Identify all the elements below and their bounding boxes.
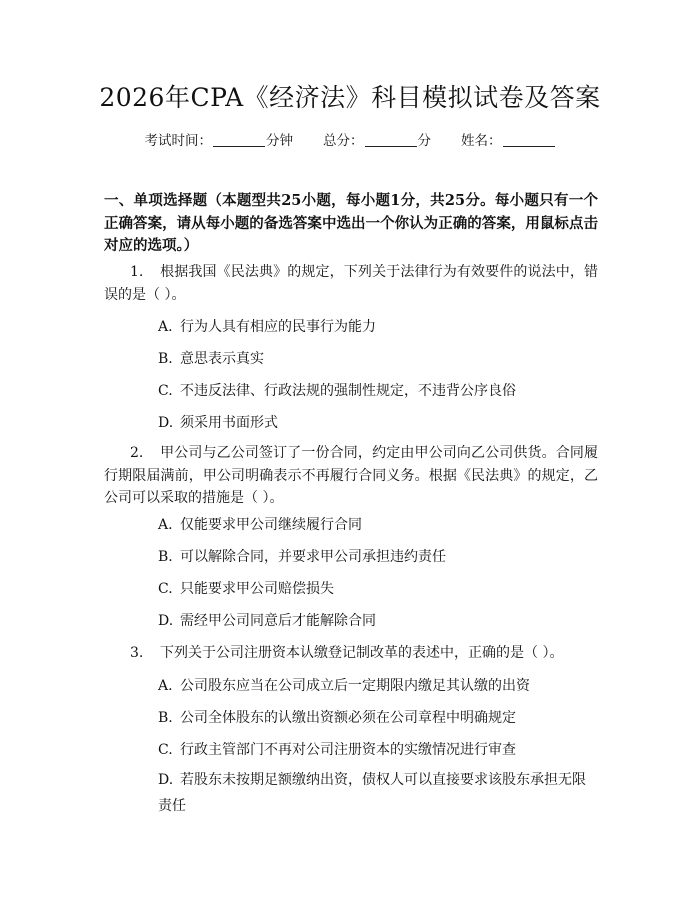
question-2-option-a[interactable] (158, 514, 598, 536)
name-blank (503, 132, 555, 147)
question-2-option-d[interactable] (158, 610, 598, 632)
question-3-option-d[interactable] (104, 767, 598, 819)
option-letter: D. (158, 613, 174, 629)
option-letter: C. (158, 742, 173, 758)
question-number: 3. (130, 645, 144, 661)
question-3-option-b[interactable] (158, 707, 598, 729)
option-letter: C. (158, 581, 173, 597)
option-letter: B. (158, 710, 173, 726)
option-letter: A. (158, 319, 173, 335)
option-text: 若股东未按期足额缴纳出资，债权人可以直接要求该股东承担无限责任 (158, 772, 586, 814)
question-3-option-c[interactable] (158, 739, 598, 761)
question-3-option-a[interactable] (158, 675, 598, 697)
question-1-option-b[interactable] (158, 348, 598, 370)
option-letter: A. (158, 517, 173, 533)
page-title: 2026年CPA《经济法》科目模拟试卷及答案 (99, 83, 601, 112)
option-text: 仅能要求甲公司继续履行合同 (180, 517, 362, 533)
time-label: 考试时间： (144, 133, 212, 149)
question-stem: 根据我国《民法典》的规定，下列关于法律行为有效要件的说法中，错误的是（ ）。 (104, 264, 598, 303)
question-1 (104, 261, 598, 306)
option-text: 意思表示真实 (180, 351, 264, 367)
exam-meta-line (0, 131, 700, 151)
option-letter: B. (158, 549, 173, 565)
option-text: 可以解除合同，并要求甲公司承担违约责任 (180, 549, 446, 565)
question-1-option-a[interactable] (158, 316, 598, 338)
question-2-option-b[interactable] (158, 546, 598, 568)
option-text: 需经甲公司同意后才能解除合同 (180, 613, 376, 629)
question-3 (104, 642, 598, 665)
option-text: 不违反法律、行政法规的强制性规定，不违背公序良俗 (180, 383, 516, 399)
question-1-option-d[interactable] (158, 412, 598, 434)
score-blank (365, 132, 417, 147)
option-text: 须采用书面形式 (180, 415, 278, 431)
question-2 (104, 442, 598, 510)
question-number: 1. (130, 264, 144, 280)
option-text: 只能要求甲公司赔偿损失 (180, 581, 334, 597)
section-heading: 一、单项选择题（本题型共25小题，每小题1分，共25分。每小题只有一个正确答案，请从每小题的备选答案中选出一个你认为正确的答案，用鼠标点击对应的选项。） (104, 192, 598, 254)
option-text: 行为人具有相应的民事行为能力 (180, 319, 376, 335)
question-number: 2. (130, 445, 144, 461)
time-blank (213, 132, 265, 147)
option-letter: C. (158, 383, 173, 399)
option-letter: D. (158, 772, 174, 788)
option-text: 公司股东应当在公司成立后一定期限内缴足其认缴的出资 (180, 678, 530, 694)
time-unit: 分钟 (266, 133, 293, 149)
option-text: 行政主管部门不再对公司注册资本的实缴情况进行审查 (180, 742, 516, 758)
question-stem: 甲公司与乙公司签订了一份合同，约定由甲公司向乙公司供货。合同履行期限届满前，甲公司明确表示不再履行合同义务。根据《民法典》的规定，乙公司可以采取的措施是（ ）。 (104, 445, 598, 506)
option-letter: A. (158, 678, 173, 694)
option-letter: B. (158, 351, 173, 367)
name-label: 姓名： (461, 133, 502, 149)
option-text: 公司全体股东的认缴出资额必须在公司章程中明确规定 (180, 710, 516, 726)
question-2-option-c[interactable] (158, 578, 598, 600)
question-1-option-c[interactable] (158, 380, 598, 402)
score-unit: 分 (417, 133, 431, 149)
score-label: 总分： (323, 133, 364, 149)
option-letter: D. (158, 415, 174, 431)
question-stem: 下列关于公司注册资本认缴登记制改革的表述中，正确的是（ ）。 (160, 645, 564, 661)
